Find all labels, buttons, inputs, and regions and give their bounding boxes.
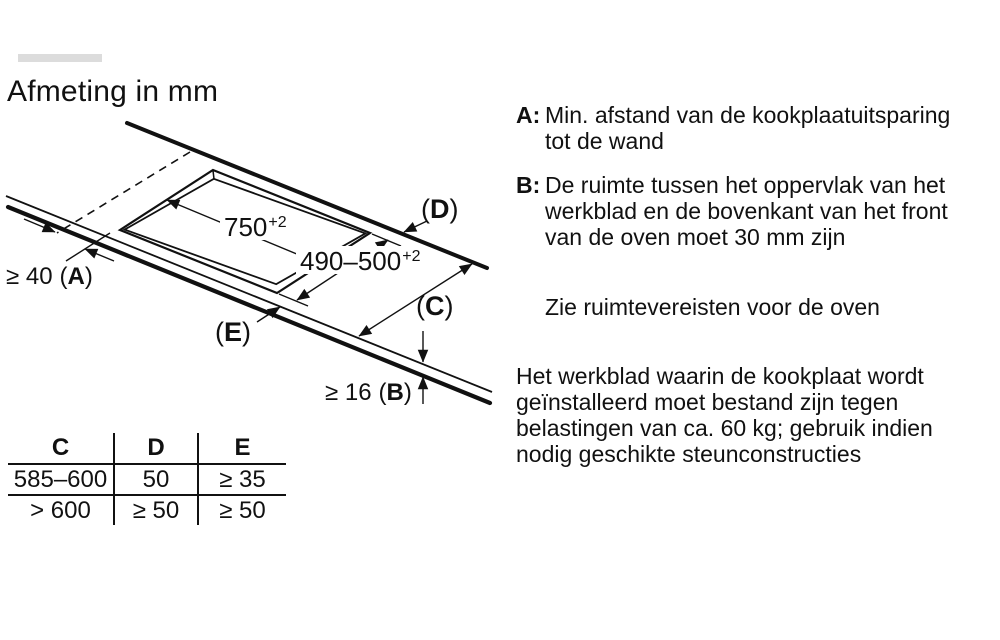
table-row (8, 495, 286, 525)
table-header-c: C (8, 433, 114, 464)
dim-a-arrow-right (85, 249, 114, 261)
note-load-text: Het werkblad waarin de kookplaat wordt geïnstalleerd moet bestand zijn tegen belastingen van ca. 60 kg; gebruik indien nodig geschikte steunconstructies (516, 363, 933, 467)
note-a-label: A: (516, 102, 541, 128)
note-a-text: Min. afstand van de kookplaatuitsparing tot de wand (545, 102, 951, 154)
table-cell: ≥ 35 (198, 464, 286, 495)
note-see-oven (545, 294, 985, 320)
note-b-text: De ruimte tussen het oppervlak van het werkblad en de bovenkant van het front van de oven moet 30 mm zijn (545, 172, 948, 250)
wall-dashed-line (57, 152, 190, 233)
dim-width-text: $750^{+2}$ (224, 212, 287, 242)
label-c-text: (C) (416, 291, 454, 321)
table-header-e: E (198, 433, 286, 464)
worktop-installation-diagram (0, 0, 500, 430)
page-title: Afmeting in mm (7, 75, 219, 108)
table-header-d: D (114, 433, 198, 464)
table-cell: 50 (114, 464, 198, 495)
cutout-corner-tick (213, 171, 214, 180)
note-b-label: B: (516, 172, 541, 198)
table-cell: 585–600 (8, 464, 114, 495)
label-e-text: (E) (215, 317, 252, 347)
dim-depth-text: $490-500^{+2}$ (300, 246, 421, 276)
table-cell: > 600 (8, 495, 114, 525)
table-row (8, 464, 286, 495)
dim-depth-extension-line-top (372, 234, 401, 246)
table-cell: ≥ 50 (219, 496, 266, 524)
dim-b-text: ≥ 16 (B) (325, 379, 412, 406)
label-d-text: (D) (421, 194, 459, 224)
table-header-row (8, 433, 286, 464)
note-a (516, 102, 981, 154)
dim-a-text: ≥ 40 (A) (6, 263, 93, 290)
dimension-table (8, 433, 286, 525)
note-see-oven-text: Zie ruimtevereisten voor de oven (545, 294, 880, 320)
note-load (516, 363, 971, 467)
note-b (516, 172, 981, 250)
table-cell: ≥ 50 (114, 495, 198, 525)
